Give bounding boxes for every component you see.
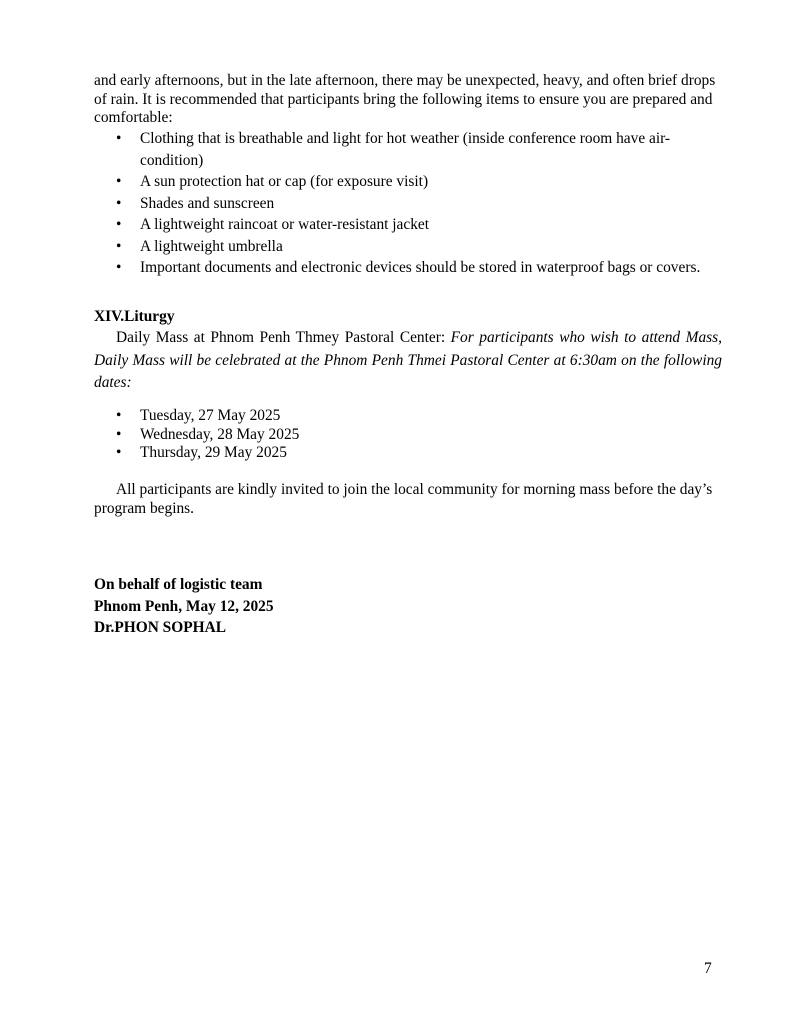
bullet-icon: • bbox=[116, 130, 122, 147]
closing-paragraph: All participants are kindly invited to join the local community for morning mass before the day’s program begins. bbox=[94, 481, 713, 517]
list-item-text: Important documents and electronic devices should be stored in waterproof bags or covers. bbox=[140, 259, 701, 276]
list-item bbox=[94, 257, 734, 279]
page-number: 7 bbox=[704, 960, 712, 977]
liturgy-paragraph bbox=[94, 327, 722, 395]
liturgy-italic-text: For participants who wish to attend Mass, Daily Mass will be celebrated at the Phnom Penh Thmei Pastoral Center at 6:30am on the following dates: bbox=[94, 329, 722, 391]
list-item bbox=[94, 426, 734, 445]
bullet-icon: • bbox=[116, 237, 122, 255]
list-item-text: Thursday, 29 May 2025 bbox=[140, 444, 287, 461]
preparation-list bbox=[94, 128, 734, 279]
bullet-icon: • bbox=[116, 194, 122, 212]
intro-paragraph: and early afternoons, but in the late afternoon, there may be unexpected, heavy, and often brief drops of rain. It is recommended that participants bring the following items to ensure you are prepared and comfortable: bbox=[94, 72, 716, 126]
mass-dates-list bbox=[94, 407, 734, 463]
list-item bbox=[94, 171, 734, 193]
signature-line-place-date: Phnom Penh, May 12, 2025 bbox=[94, 597, 274, 615]
bullet-icon: • bbox=[116, 173, 122, 190]
list-item-text: A sun protection hat or cap (for exposure visit) bbox=[140, 173, 429, 190]
bullet-icon: • bbox=[116, 444, 122, 461]
list-item bbox=[94, 128, 696, 171]
list-item-text: A lightweight umbrella bbox=[140, 237, 283, 255]
list-item bbox=[94, 407, 734, 426]
list-item bbox=[94, 193, 734, 215]
list-item-text: A lightweight raincoat or water-resistant jacket bbox=[140, 216, 430, 233]
signature-line-team: On behalf of logistic team bbox=[94, 576, 263, 593]
list-item-text: Tuesday, 27 May 2025 bbox=[140, 407, 281, 424]
signature-line-name: Dr.PHON SOPHAL bbox=[94, 619, 226, 636]
liturgy-lead-text: Daily Mass at Phnom Penh Thmey Pastoral Center: bbox=[116, 329, 451, 346]
list-item bbox=[94, 444, 734, 463]
signature-block bbox=[94, 574, 274, 639]
bullet-icon: • bbox=[116, 425, 122, 443]
bullet-icon: • bbox=[116, 259, 122, 276]
bullet-icon: • bbox=[116, 216, 122, 233]
bullet-icon: • bbox=[116, 407, 122, 424]
list-item-text: Wednesday, 28 May 2025 bbox=[140, 425, 300, 443]
list-item-text: Shades and sunscreen bbox=[140, 194, 275, 212]
section-heading-liturgy: XIV.Liturgy bbox=[94, 308, 175, 325]
list-item bbox=[94, 236, 734, 258]
list-item-text: Clothing that is breathable and light for hot weather (inside conference room have air-condition) bbox=[140, 130, 671, 169]
list-item bbox=[94, 214, 734, 236]
